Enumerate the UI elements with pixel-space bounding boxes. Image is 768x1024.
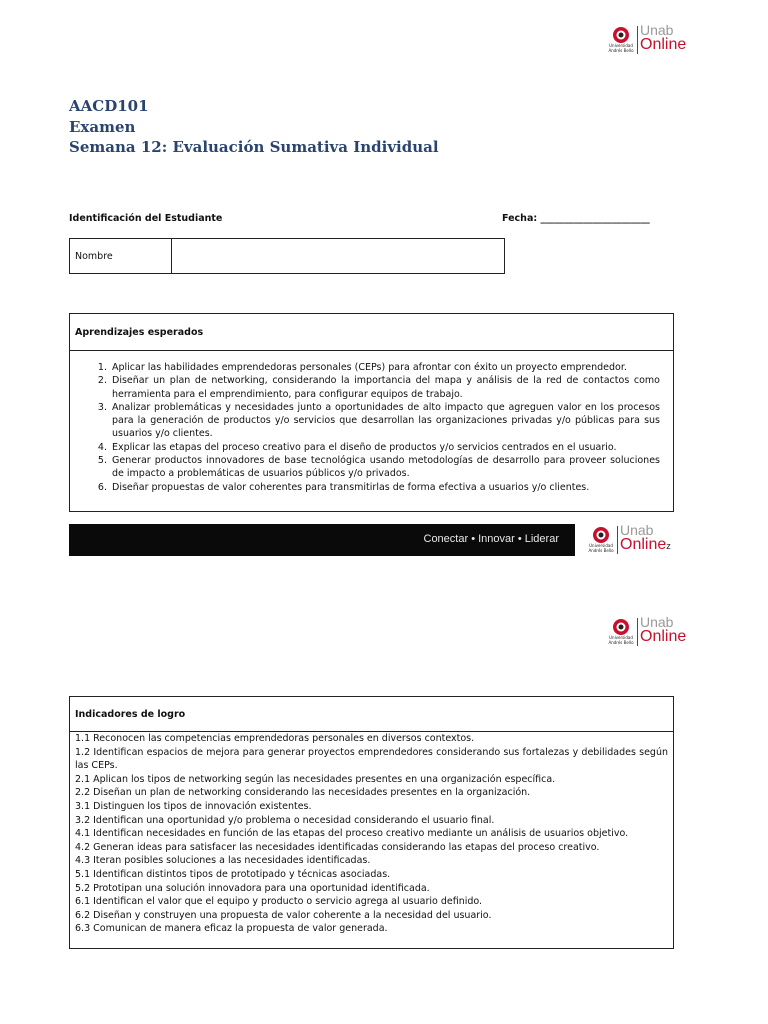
student-id-label: Identificación del Estudiante <box>69 213 223 224</box>
indicator-item: 5.2 Prototipan una solución innovadora para una oportunidad identificada. <box>75 882 430 894</box>
indicators-heading: Indicadores de logro <box>75 709 186 720</box>
unab-wordmark: Unab <box>640 614 674 630</box>
indicator-item: 1.2 Identifican espacios de mejora para generar proyectos emprendedores considerando sus fortalezas y debilidades según las CEPs. <box>75 746 668 772</box>
university-name: Universidad Andrés Bello <box>608 43 634 53</box>
banner-logo <box>586 522 671 558</box>
indicator-item: 5.1 Identifican distintos tipos de prototipado y técnicas asociadas. <box>75 868 391 880</box>
indicator-item: 4.2 Generan ideas para satisfacer las necesidades identificadas considerando las etapas del proceso creativo. <box>75 841 600 853</box>
learning-item: 5. Generar productos innovadores de base tecnológica usando metodologías de desarrollo para proveer soluciones de impacto a problemáticas de usuarios públicos y/o privados. <box>110 454 660 481</box>
indicator-item: 3.2 Identifican una oportunidad y/o problema o necesidad considerando el usuario final. <box>75 814 495 826</box>
unab-online-logo <box>606 22 688 58</box>
indicator-item: 4.1 Identifican necesidades en función de las etapas del proceso creativo mediante un análisis de usuarios objetivo. <box>75 828 629 840</box>
university-emblem-icon <box>612 26 630 44</box>
date-label: Fecha: _______________________ <box>502 213 650 224</box>
week-title: Semana 12: Evaluación Sumativa Individual <box>69 138 439 156</box>
indicators-table <box>69 696 674 949</box>
banner-slogan: Conectar • Innovar • Liderar <box>423 533 559 545</box>
online-wordmark: Online <box>640 628 687 645</box>
learning-heading: Aprendizajes esperados <box>75 327 204 338</box>
learning-outcomes-table <box>69 313 674 512</box>
university-emblem-icon <box>592 526 610 544</box>
indicator-item: 6.1 Identifican el valor que el equipo y producto o servicio agrega al usuario definido. <box>75 896 483 908</box>
date-field[interactable] <box>502 213 650 224</box>
learning-item: 1. Aplicar las habilidades emprendedoras personales (CEPs) para afrontar con éxito un proyecto emprendedor. <box>110 361 660 374</box>
learning-item: 3. Analizar problemáticas y necesidades junto a oportunidades de alto impacto que agreguen valor en los procesos para la generación de productos y/o servicios que desarrollan las organizaciones privadas y/o públicas para sus usuarios y/o clientes. <box>110 401 660 441</box>
course-code: AACD101 <box>69 97 149 115</box>
indicator-item: 2.1 Aplican los tipos de networking según las necesidades presentes en una organización específica. <box>75 773 556 785</box>
unab-wordmark: Unab <box>640 22 674 38</box>
learning-list <box>88 361 660 494</box>
university-emblem-icon <box>612 618 630 636</box>
learning-item: 6. Diseñar propuestas de valor coherentes para transmitirlas de forma efectiva a usuarios y/o clientes. <box>110 481 660 494</box>
indicator-item: 1.1 Reconocen las competencias emprendedoras personales en diversos contextos. <box>75 733 475 744</box>
indicator-item: 6.3 Comunican de manera eficaz la propuesta de valor generada. <box>75 923 388 935</box>
indicator-item: 6.2 Diseñan y construyen una propuesta de valor coherente a la necesidad del usuario. <box>75 909 492 921</box>
online-wordmark: Online <box>640 36 687 53</box>
name-table <box>69 238 505 274</box>
university-name: Universidad Andrés Bello <box>608 635 634 645</box>
indicator-item: 3.1 Distinguen los tipos de innovación existentes. <box>75 800 312 812</box>
online-wordmark: Onlinez <box>620 536 671 553</box>
footer-banner <box>69 524 575 556</box>
learning-item: 4. Explicar las etapas del proceso creativo para el diseño de productos y/o servicios centrados en el usuario. <box>110 441 660 454</box>
university-name: Universidad Andrés Bello <box>588 543 614 553</box>
unab-wordmark: Unab <box>620 522 654 538</box>
indicator-item: 4.3 Iteran posibles soluciones a las necesidades identificadas. <box>75 855 371 867</box>
name-label: Nombre <box>75 251 113 262</box>
indicators-list <box>75 732 668 936</box>
page2-logo <box>606 614 688 650</box>
name-input[interactable] <box>178 251 498 265</box>
learning-item: 2. Diseñar un plan de networking, considerando la importancia del mapa y análisis de la red de contactos como herramienta para el emprendimiento, para configurar equipos de trabajo. <box>110 374 660 401</box>
exam-title: Examen <box>69 118 136 136</box>
indicator-item: 2.2 Diseñan un plan de networking considerando las necesidades presentes en la organización. <box>75 787 531 799</box>
